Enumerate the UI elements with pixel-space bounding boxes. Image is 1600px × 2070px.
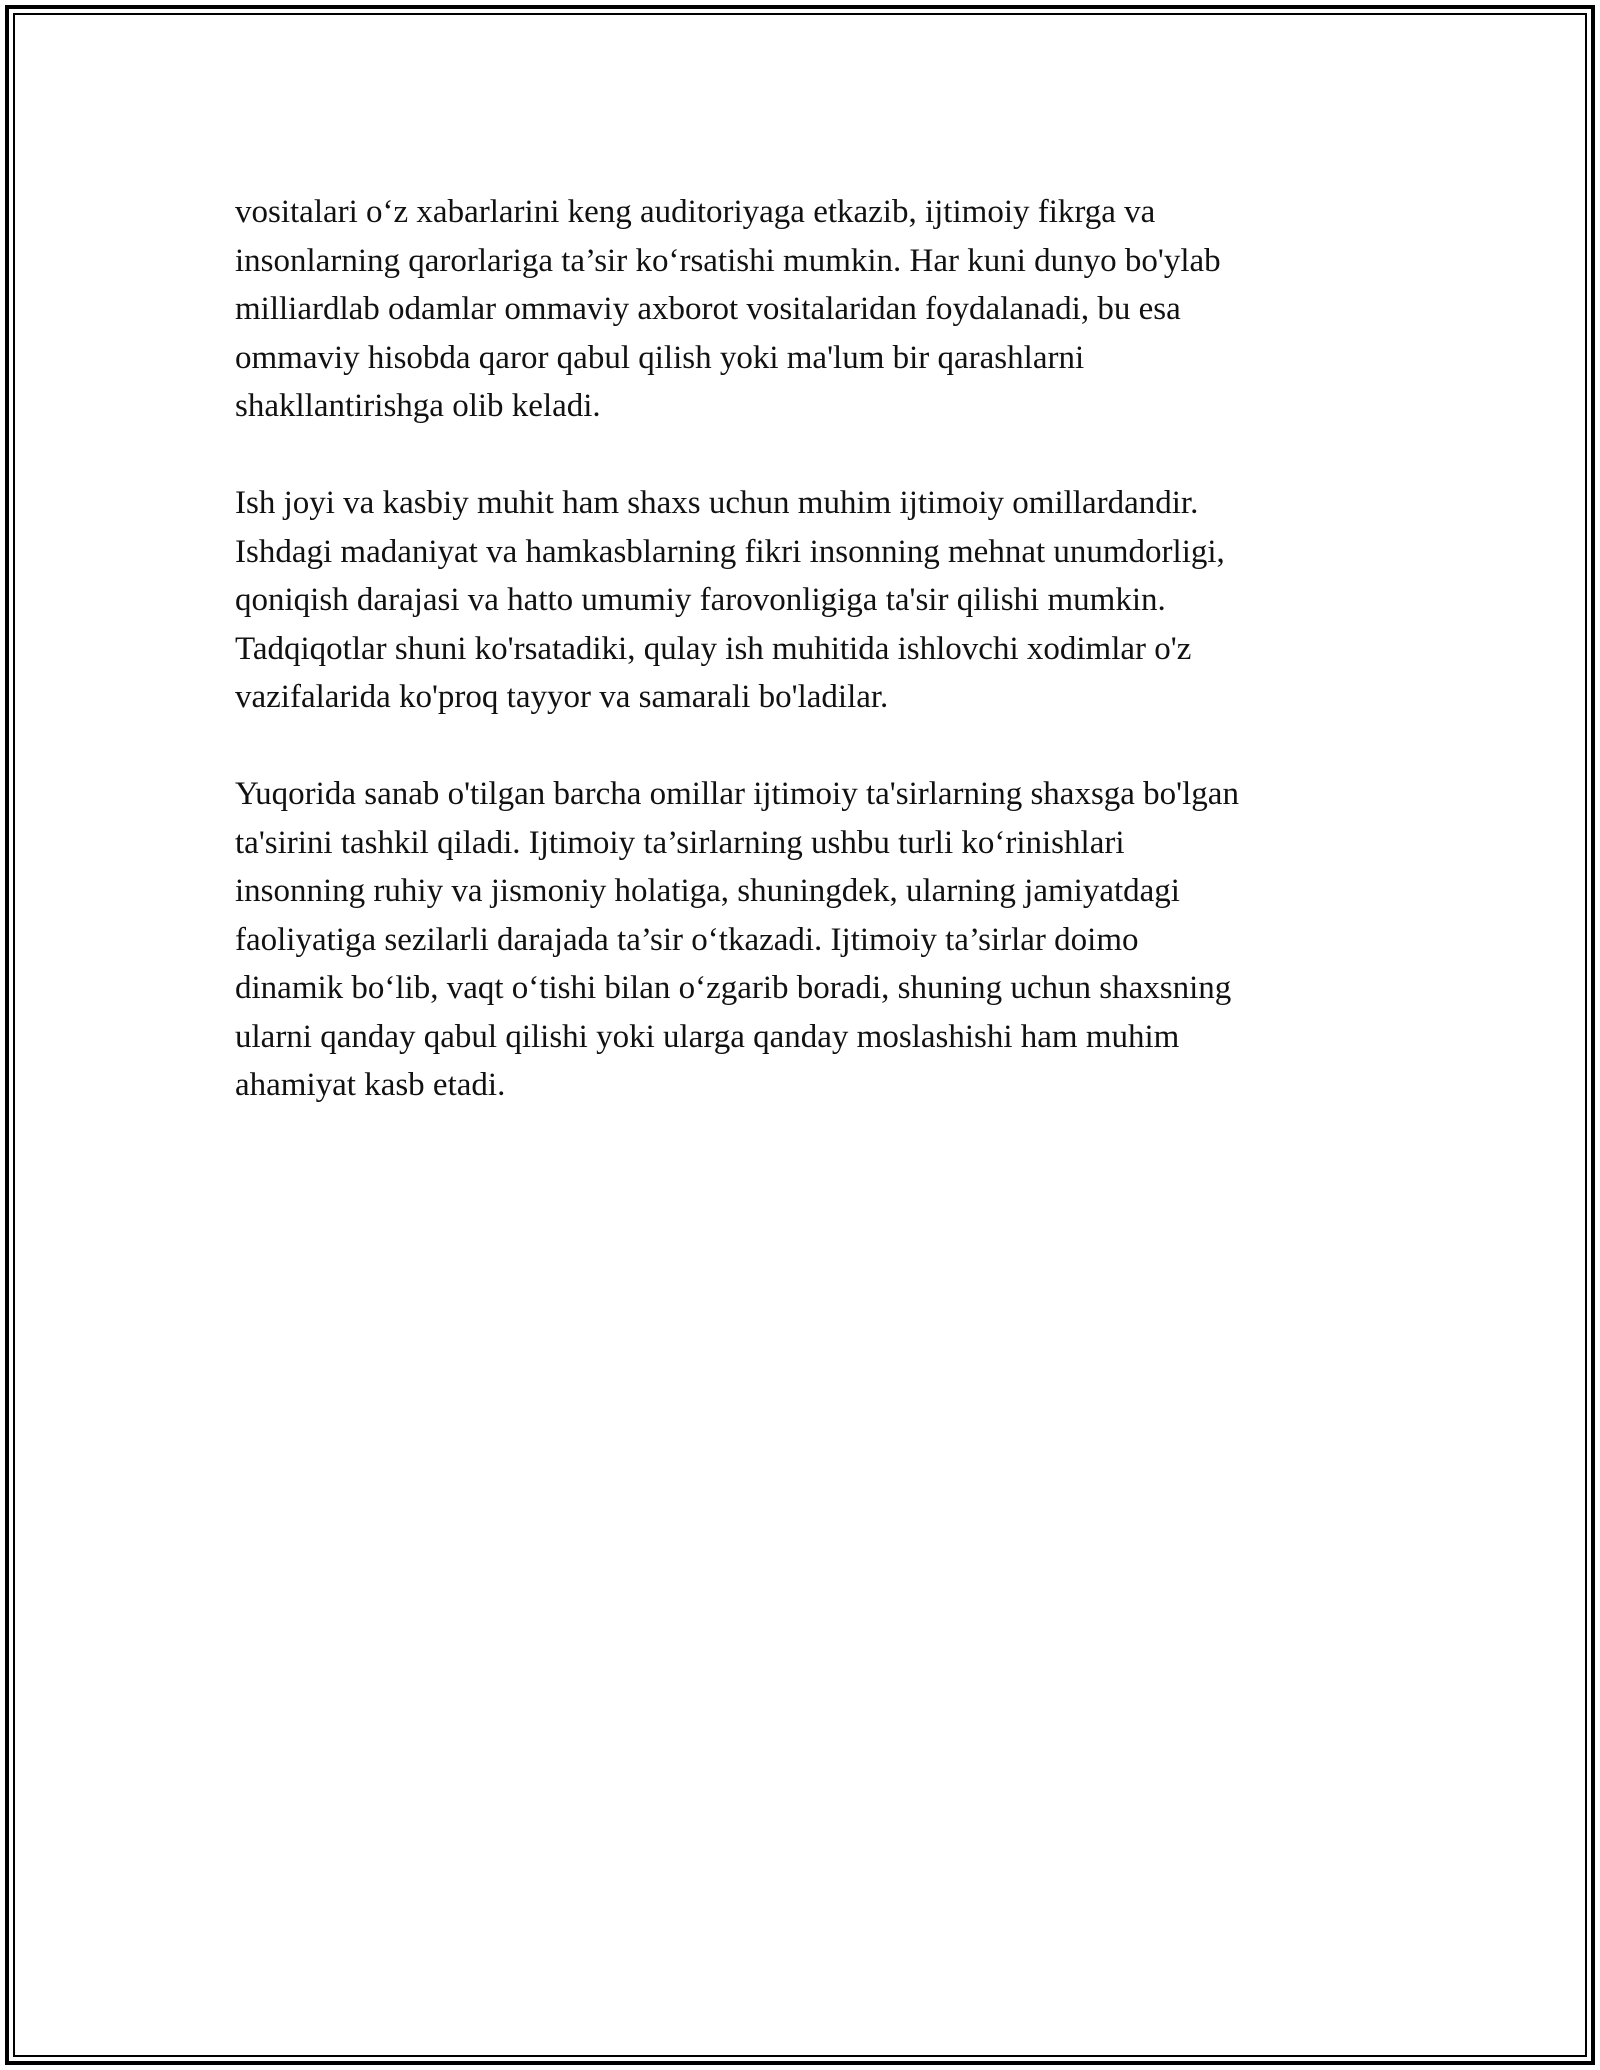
text-line: Ish joyi va kasbiy muhit ham shaxs uchun muhim ijtimoiy omillardandir. — [235, 485, 1199, 521]
text-line: ularni qanday qabul qilishi yoki ularga qanday moslashishi ham muhim — [235, 1018, 1180, 1055]
text-line: vositalari o‘z xabarlarini keng auditoriyaga etkazib, ijtimoiy fikrga va — [235, 194, 1156, 230]
paragraph-2 — [235, 479, 1395, 722]
paragraph-3 — [235, 770, 1395, 1110]
text-line: qoniqish darajasi va hatto umumiy farovonligiga ta'sir qilishi mumkin. — [235, 582, 1166, 618]
text-line: Ishdagi madaniyat va hamkasblarning fikri insonning mehnat unumdorligi, — [235, 533, 1225, 570]
paragraph-1 — [235, 188, 1395, 431]
text-line: insonlarning qarorlariga ta’sir ko‘rsatishi mumkin. Har kuni dunyo bo'ylab — [235, 242, 1221, 279]
text-line: dinamik bo‘lib, vaqt o‘tishi bilan o‘zgarib boradi, shuning uchun shaxsning — [235, 970, 1232, 1006]
text-line: ahamiyat kasb etadi. — [235, 1067, 506, 1103]
text-line: insonning ruhiy va jismoniy holatiga, shuningdek, ularning jamiyatdagi — [235, 873, 1180, 909]
text-line: milliardlab odamlar ommaviy axborot vositalaridan foydalanadi, bu esa — [235, 291, 1181, 327]
text-line: Yuqorida sanab o'tilgan barcha omillar ijtimoiy ta'sirlarning shaxsga bo'lgan — [235, 776, 1239, 812]
text-line: faoliyatiga sezilarli darajada ta’sir o‘tkazadi. Ijtimoiy ta’sirlar doimo — [235, 921, 1139, 958]
text-line: shakllantirishga olib keladi. — [235, 388, 601, 424]
document-body — [235, 188, 1395, 1158]
text-line: Tadqiqotlar shuni ko'rsatadiki, qulay ish muhitida ishlovchi xodimlar o'z — [235, 630, 1192, 667]
text-line: ommaviy hisobda qaror qabul qilish yoki ma'lum bir qarashlarni — [235, 339, 1085, 376]
text-line: ta'sirini tashkil qiladi. Ijtimoiy ta’sirlarning ushbu turli ko‘rinishlari — [235, 824, 1125, 861]
text-line: vazifalarida ko'proq tayyor va samarali bo'ladilar. — [235, 679, 889, 715]
